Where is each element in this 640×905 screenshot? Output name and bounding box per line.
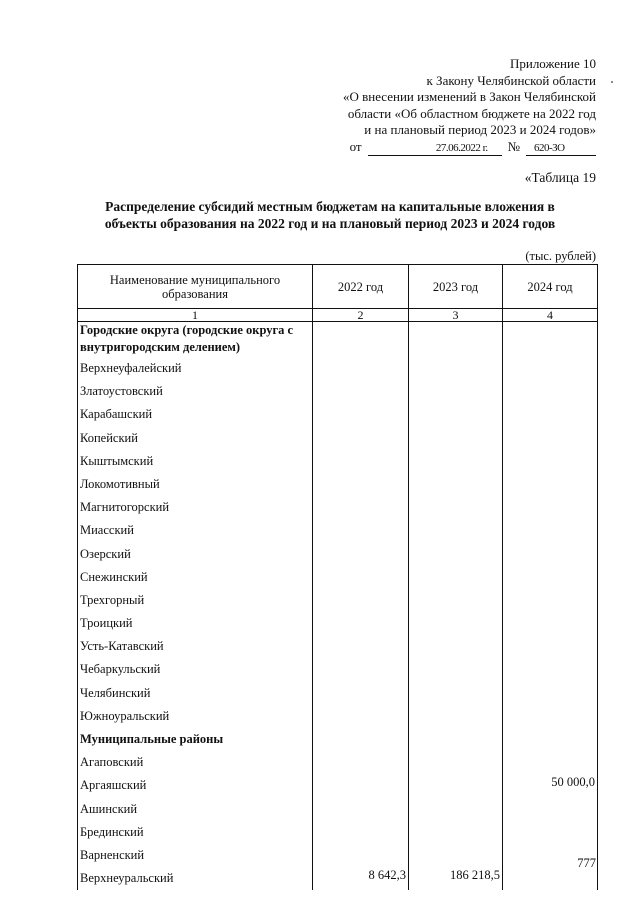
municipality-name: Варненский	[78, 844, 313, 867]
value-2024	[503, 543, 598, 566]
municipality-name: Снежинский	[78, 566, 313, 589]
municipality-name: Городские округа (городские округа с внутригородским делением)	[78, 322, 313, 358]
municipality-name: Трехгорный	[78, 589, 313, 612]
municipality-name: Южноуральский	[78, 705, 313, 728]
table-row	[78, 496, 598, 519]
value-2023	[409, 821, 503, 844]
value-2024	[503, 380, 598, 403]
table-row	[78, 566, 598, 589]
table-row	[78, 635, 598, 658]
document-title: Распределение субсидий местным бюджетам на капитальные вложения в объекты образования на 2022 год и на плановый период 2023 и 2024 годов	[104, 199, 556, 231]
units-label: (тыс. рублей)	[525, 249, 596, 263]
value-2022	[313, 496, 409, 519]
law-number: 620-ЗО	[526, 142, 596, 156]
table-row	[78, 682, 598, 705]
value-2023	[409, 519, 503, 542]
column-number: 3	[409, 309, 503, 322]
value-2024	[503, 473, 598, 496]
value-2023	[409, 774, 503, 797]
value-2024	[503, 635, 598, 658]
appendix-header	[266, 56, 596, 156]
value-2024	[503, 705, 598, 728]
value-2022	[313, 543, 409, 566]
table-row	[78, 589, 598, 612]
value-2023	[409, 496, 503, 519]
municipality-name: Усть-Катавский	[78, 635, 313, 658]
municipality-name: Аргаяшский	[78, 774, 313, 797]
municipality-name: Брединский	[78, 821, 313, 844]
law-date-number-line	[266, 139, 596, 156]
number-label: №	[507, 138, 520, 154]
value-2023	[409, 728, 503, 751]
municipality-name: Златоустовский	[78, 380, 313, 403]
header-2024: 2024 год	[503, 265, 598, 309]
value-2022	[313, 322, 409, 358]
table-row	[78, 705, 598, 728]
value-2022	[313, 751, 409, 774]
value-2024	[503, 658, 598, 681]
municipality-name: Ашинский	[78, 798, 313, 821]
municipality-name: Агаповский	[78, 751, 313, 774]
table-row	[78, 357, 598, 380]
municipality-name: Локомотивный	[78, 473, 313, 496]
value-2024	[503, 519, 598, 542]
subsidy-table	[77, 264, 598, 890]
municipality-name: Верхнеуфалейский	[78, 357, 313, 380]
table-row	[78, 403, 598, 426]
table-row	[78, 867, 598, 890]
table-row	[78, 844, 598, 867]
value-2023	[409, 450, 503, 473]
municipality-name: Челябинский	[78, 682, 313, 705]
value-2023	[409, 658, 503, 681]
table-row	[78, 751, 598, 774]
value-2022	[313, 844, 409, 867]
value-2023	[409, 566, 503, 589]
law-date: 27.06.2022 г.	[368, 142, 502, 156]
value-2022	[313, 705, 409, 728]
municipality-name: Верхнеуральский	[78, 867, 313, 890]
value-2022	[313, 658, 409, 681]
value-2023	[409, 705, 503, 728]
value-2022: 8 642,3	[313, 867, 409, 890]
appendix-line-2: к Закону Челябинской области	[426, 72, 596, 88]
table-row	[78, 450, 598, 473]
table-row	[78, 427, 598, 450]
value-2024	[503, 357, 598, 380]
value-2023	[409, 751, 503, 774]
table-row-group-header	[78, 322, 598, 358]
value-2023	[409, 612, 503, 635]
value-2024: 50 000,0	[503, 774, 598, 797]
value-2024	[503, 728, 598, 751]
value-2024	[503, 612, 598, 635]
value-2022	[313, 635, 409, 658]
value-2023	[409, 844, 503, 867]
value-2024	[503, 450, 598, 473]
table-header-row	[78, 265, 598, 309]
column-number: 4	[503, 309, 598, 322]
value-2022	[313, 774, 409, 797]
value-2022	[313, 682, 409, 705]
table-label: «Таблица 19	[524, 170, 596, 185]
value-2024	[503, 682, 598, 705]
column-number: 1	[78, 309, 313, 322]
table-row	[78, 519, 598, 542]
municipality-name: Карабашский	[78, 403, 313, 426]
appendix-line-4: области «Об областном бюджете на 2022 год	[347, 105, 596, 121]
value-2022	[313, 798, 409, 821]
value-2022	[313, 821, 409, 844]
table-row	[78, 774, 598, 797]
value-2023	[409, 380, 503, 403]
municipality-name: Миасский	[78, 519, 313, 542]
value-2023	[409, 682, 503, 705]
value-2024	[503, 322, 598, 358]
value-2023	[409, 403, 503, 426]
scan-speck	[611, 81, 613, 83]
column-number: 2	[313, 309, 409, 322]
municipality-name: Муниципальные районы	[78, 728, 313, 751]
value-2022	[313, 589, 409, 612]
value-2023	[409, 322, 503, 358]
value-2024	[503, 751, 598, 774]
appendix-line-3: «О внесении изменений в Закон Челябинской	[342, 89, 596, 104]
value-2022	[313, 612, 409, 635]
value-2024	[503, 403, 598, 426]
page-number: 777	[577, 856, 596, 870]
value-2024	[503, 427, 598, 450]
value-2022	[313, 519, 409, 542]
value-2024	[503, 589, 598, 612]
value-2022	[313, 450, 409, 473]
value-2024	[503, 496, 598, 519]
value-2023	[409, 427, 503, 450]
municipality-name: Копейский	[78, 427, 313, 450]
value-2023	[409, 357, 503, 380]
table-row	[78, 543, 598, 566]
table-row	[78, 658, 598, 681]
municipality-name: Магнитогорский	[78, 496, 313, 519]
appendix-line-5: и на плановый период 2023 и 2024 годов»	[364, 122, 596, 137]
value-2022	[313, 380, 409, 403]
value-2023: 186 218,5	[409, 867, 503, 890]
table-row	[78, 798, 598, 821]
value-2023	[409, 589, 503, 612]
municipality-name: Троицкий	[78, 612, 313, 635]
value-2024	[503, 798, 598, 821]
value-2024	[503, 566, 598, 589]
value-2023	[409, 635, 503, 658]
value-2022	[313, 473, 409, 496]
header-municipality: Наименование муниципального образования	[78, 265, 313, 309]
value-2022	[313, 403, 409, 426]
table-row	[78, 380, 598, 403]
value-2023	[409, 798, 503, 821]
value-2022	[313, 728, 409, 751]
value-2024	[503, 821, 598, 844]
value-2023	[409, 473, 503, 496]
table-row	[78, 612, 598, 635]
column-number-row	[78, 309, 598, 322]
table-row	[78, 821, 598, 844]
municipality-name: Озерский	[78, 543, 313, 566]
table-row-group-header	[78, 728, 598, 751]
value-2022	[313, 566, 409, 589]
value-2022	[313, 427, 409, 450]
municipality-name: Кыштымский	[78, 450, 313, 473]
table-row	[78, 473, 598, 496]
appendix-line-1: Приложение 10	[509, 56, 596, 71]
municipality-name: Чебаркульский	[78, 658, 313, 681]
value-2022	[313, 357, 409, 380]
value-2023	[409, 543, 503, 566]
header-2022: 2022 год	[313, 265, 409, 309]
header-2023: 2023 год	[409, 265, 503, 309]
from-label: от	[349, 138, 362, 154]
